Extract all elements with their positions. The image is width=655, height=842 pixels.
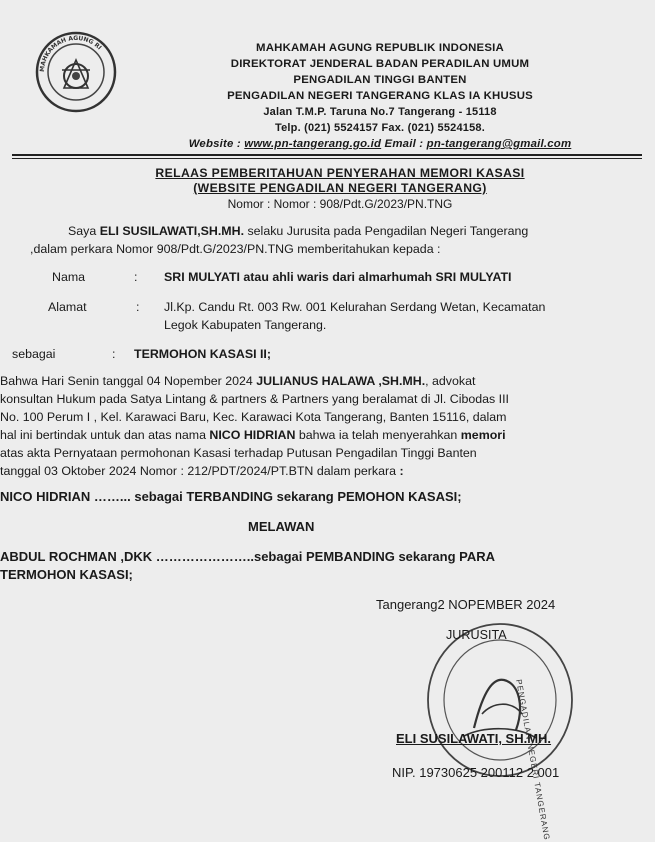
body-line-4: hal ini bertindak untuk dan atas nama NICO HIDRIAN bahwa ia telah menyerahkan memori <box>0 428 506 442</box>
recipient-name: SRI MULYATI atau ahli waris dari almarhumah SRI MULYATI <box>164 270 512 284</box>
body-line-2: konsultan Hukum pada Satya Lintang & partners & Partners yang beralamat di Jl. Cibodas III <box>0 392 509 406</box>
title-line-2: (WEBSITE PENGADILAN NEGERI TANGERANG) <box>193 181 487 195</box>
body-line-6: tanggal 03 Oktober 2024 Nomor : 212/PDT/2024/PT.BTN dalam perkara : <box>0 464 404 478</box>
advocate-name: JULIANUS HALAWA ,SH.MH. <box>256 374 426 388</box>
document-title <box>80 166 600 212</box>
role-colon: : <box>112 347 116 361</box>
name-colon: : <box>134 270 138 284</box>
letterhead-line-3: PENGADILAN TINGGI BANTEN <box>293 74 467 86</box>
signatory-nip: NIP. 19730625 200112 2 001 <box>392 765 560 780</box>
role-label: sebagai <box>12 347 56 361</box>
signature-role: JURUSITA <box>446 628 507 642</box>
address-colon: : <box>136 300 140 314</box>
versus-label: MELAWAN <box>248 519 315 534</box>
letterhead-contact <box>120 136 640 152</box>
address-line-2: Legok Kabupaten Tangerang. <box>164 318 327 332</box>
title-line-1: RELAAS PEMBERITAHUAN PENYERAHAN MEMORI KASASI <box>155 166 525 180</box>
stamp-text: PENGADILAN NEGERI TANGERANG <box>514 678 552 842</box>
party-respondent-line-1: ABDUL ROCHMAN ,DKK …………………..sebagai PEMBANDING sekarang PARA <box>0 549 496 564</box>
name-label: Nama <box>52 270 86 284</box>
signatory-name: ELI SUSILAWATI, SH.MH. <box>396 731 552 746</box>
mahkamah-agung-logo <box>34 30 118 114</box>
website-label: Website : <box>188 138 241 150</box>
letterhead-rule-thick <box>12 154 642 156</box>
place-date: Tangerang2 NOPEMBER 2024 <box>376 597 556 612</box>
body-line-3: No. 100 Perum I , Kel. Karawaci Baru, Kec. Karawaci Kota Tangerang, Banten 15116, dalam <box>0 410 507 424</box>
party-appellant: NICO HIDRIAN ……... sebagai TERBANDING sekarang PEMOHON KASASI; <box>0 489 462 504</box>
client-name: NICO HIDRIAN <box>209 428 296 442</box>
letterhead <box>120 40 640 152</box>
letterhead-phone: Telp. (021) 5524157 Fax. (021) 5524158. <box>274 122 485 134</box>
recipient-role: TERMOHON KASASI II; <box>134 347 271 361</box>
letterhead-line-2: DIREKTORAT JENDERAL BADAN PERADILAN UMUM <box>230 58 530 70</box>
body-line-1: Bahwa Hari Senin tanggal 04 Nopember 2024 JULIANUS HALAWA ,SH.MH., advokat <box>0 374 476 388</box>
letterhead-line-1: MAHKAMAH AGUNG REPUBLIK INDONESIA <box>256 42 504 54</box>
letterhead-address: Jalan T.M.P. Taruna No.7 Tangerang - 15118 <box>263 106 497 118</box>
officer-name: ELI SUSILAWATI,SH.MH. <box>99 224 245 238</box>
svg-text:MAHKAMAH AGUNG RI: MAHKAMAH AGUNG RI <box>38 34 103 73</box>
letterhead-line-4: PENGADILAN NEGERI TANGERANG KLAS IA KHUSUS <box>227 90 533 102</box>
intro-line-1: Saya ELI SUSILAWATI,SH.MH. selaku Jurusita pada Pengadilan Negeri Tangerang <box>68 224 529 238</box>
body-line-5: atas akta Pernyataan permohonan Kasasi terhadap Putusan Pengadilan Tinggi Banten <box>0 446 477 460</box>
intro-line-2: ,dalam perkara Nomor 908/Pdt.G/2023/PN.TNG memberitahukan kepada : <box>30 242 441 256</box>
address-label: Alamat <box>48 300 87 314</box>
email-label: Email : <box>384 138 424 150</box>
case-number: Nomor : Nomor : 908/Pdt.G/2023/PN.TNG <box>227 197 453 211</box>
party-respondent-line-2: TERMOHON KASASI; <box>0 567 133 582</box>
website-link[interactable]: www.pn-tangerang.go.id <box>244 138 382 150</box>
letterhead-rule-thin <box>12 158 642 159</box>
email-link[interactable]: pn-tangerang@gmail.com <box>426 138 572 150</box>
address-line-1: Jl.Kp. Candu Rt. 003 Rw. 001 Kelurahan Serdang Wetan, Kecamatan <box>164 300 546 314</box>
